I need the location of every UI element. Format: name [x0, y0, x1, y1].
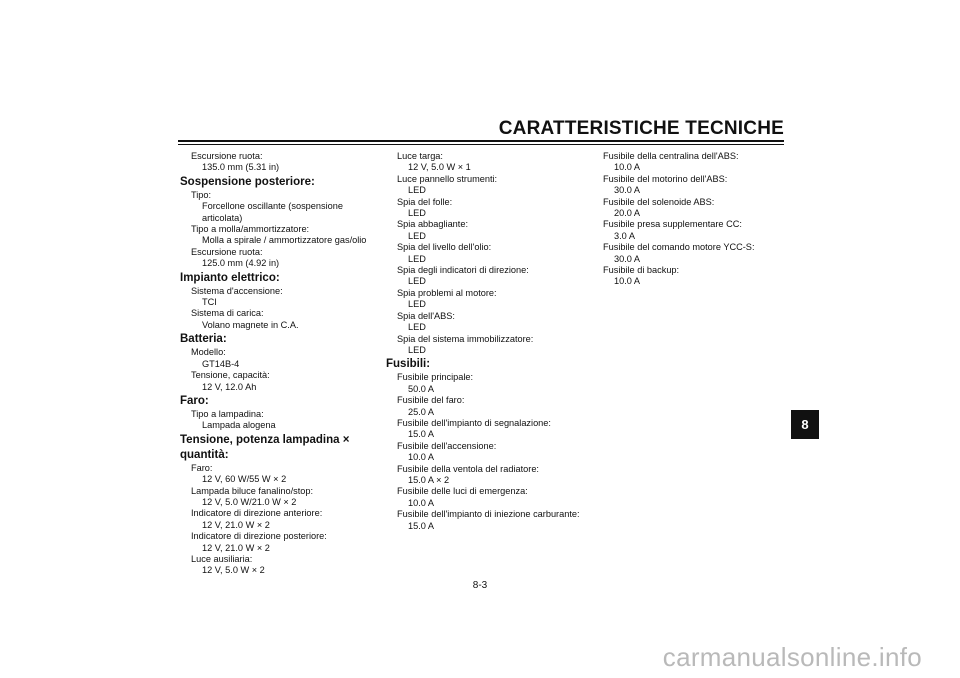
- spec-label: Lampada biluce fanalino/stop:: [191, 485, 314, 496]
- spec-value: Forcellone oscillante (sospensione: [202, 201, 343, 212]
- spec-value: LED: [408, 208, 426, 219]
- spec-label: Fusibile delle luci di emergenza:: [397, 486, 528, 497]
- spec-value: 12 V, 12.0 Ah: [202, 381, 257, 392]
- spec-label: Spia problemi al motore:: [397, 287, 497, 298]
- section-heading: Batteria:: [180, 333, 227, 346]
- spec-label: Fusibile dell'impianto di segnalazione:: [397, 417, 551, 428]
- spec-label: Luce ausiliaria:: [191, 553, 253, 564]
- spec-label: Fusibile dell'impianto di iniezione carburante:: [397, 509, 580, 520]
- spec-label: Indicatore di direzione posteriore:: [191, 531, 327, 542]
- spec-value: 15.0 A: [408, 520, 435, 531]
- spec-label: Fusibile del faro:: [397, 395, 465, 406]
- spec-label: Fusibile del comando motore YCC-S:: [603, 242, 755, 253]
- header-rule: [178, 140, 784, 142]
- spec-value: GT14B-4: [202, 358, 240, 369]
- spec-value: LED: [408, 253, 426, 264]
- spec-label: Spia abbagliante:: [397, 219, 469, 230]
- spec-value: 20.0 A: [614, 208, 641, 219]
- spec-value: 30.0 A: [614, 185, 641, 196]
- page-title: CARATTERISTICHE TECNICHE: [498, 118, 784, 139]
- spec-label: Spia del livello dell'olio:: [397, 242, 492, 253]
- spec-label: Spia del sistema immobilizzatore:: [397, 333, 534, 344]
- spec-value: 12 V, 5.0 W/21.0 W × 2: [202, 496, 297, 507]
- spec-value: 50.0 A: [408, 383, 435, 394]
- spec-value: 25.0 A: [408, 406, 435, 417]
- spec-value: 15.0 A × 2: [408, 474, 450, 485]
- spec-label: Fusibile principale:: [397, 372, 474, 383]
- spec-value: 10.0 A: [614, 276, 641, 287]
- spec-value: 12 V, 60 W/55 W × 2: [202, 474, 287, 485]
- section-heading: Fusibili:: [386, 358, 431, 371]
- spec-label: Fusibile dell'accensione:: [397, 440, 497, 451]
- spec-label: Modello:: [191, 347, 226, 358]
- spec-label: Spia dell'ABS:: [397, 310, 455, 321]
- spec-label: Fusibile della ventola del radiatore:: [397, 463, 539, 474]
- spec-label: Tensione, capacità:: [191, 370, 270, 381]
- spec-value: 10.0 A: [408, 452, 435, 463]
- spec-label: Escursione ruota:: [191, 246, 263, 257]
- spec-value: LED: [408, 230, 426, 241]
- spec-value: Molla a spirale / ammortizzatore gas/olio: [202, 235, 367, 246]
- spec-value: 125.0 mm (4.92 in): [202, 258, 280, 269]
- spec-value: 135.0 mm (5.31 in): [202, 162, 280, 173]
- spec-value: LED: [408, 276, 426, 287]
- section-heading: Impianto elettrico:: [180, 271, 280, 284]
- spec-label: Indicatore di direzione anteriore:: [191, 508, 323, 519]
- section-heading: Tensione, potenza lampadina × quantità:: [180, 433, 350, 461]
- spec-value: Lampada alogena: [202, 420, 276, 431]
- spec-label: Faro:: [191, 462, 213, 473]
- spec-label: Spia degli indicatori di direzione:: [397, 265, 529, 276]
- spec-value: 30.0 A: [614, 253, 641, 264]
- spec-value: 10.0 A: [408, 497, 435, 508]
- watermark: carmanualsonline.info: [662, 642, 922, 672]
- spec-column-3: [592, 151, 797, 288]
- spec-value: 3.0 A: [614, 230, 635, 241]
- spec-value: TCI: [202, 297, 217, 308]
- spec-value: 12 V, 5.0 W × 2: [202, 565, 265, 576]
- spec-value: 15.0 A: [408, 429, 435, 440]
- chapter-tab: 8: [791, 410, 819, 439]
- spec-value: 10.0 A: [614, 162, 641, 173]
- spec-label: Spia del folle:: [397, 196, 453, 207]
- spec-label: Fusibile del motorino dell'ABS:: [603, 173, 728, 184]
- spec-value: LED: [408, 299, 426, 310]
- section-heading: Sospensione posteriore:: [180, 175, 315, 188]
- spec-label: Sistema d'accensione:: [191, 285, 283, 296]
- section-heading: Faro:: [180, 394, 209, 407]
- spec-label: Fusibile presa supplementare CC:: [603, 219, 742, 230]
- spec-label: Tipo:: [191, 189, 212, 200]
- spec-label: Fusibile di backup:: [603, 265, 680, 276]
- spec-value: LED: [408, 322, 426, 333]
- spec-label: Luce pannello strumenti:: [397, 173, 498, 184]
- spec-value: articolata): [202, 212, 243, 223]
- spec-value: 12 V, 21.0 W × 2: [202, 542, 270, 553]
- spec-value: 12 V, 5.0 W × 1: [408, 162, 471, 173]
- spec-label: Fusibile del solenoide ABS:: [603, 196, 715, 207]
- spec-label: Luce targa:: [397, 151, 443, 161]
- header-rule-thin: [178, 144, 784, 145]
- spec-label: Fusibile della centralina dell'ABS:: [603, 151, 739, 161]
- spec-column-1: [180, 151, 385, 577]
- spec-value: LED: [408, 344, 426, 355]
- spec-label: Tipo a lampadina:: [191, 408, 264, 419]
- page-number: 8-3: [472, 580, 488, 591]
- spec-column-2: [386, 151, 591, 532]
- spec-label: Sistema di carica:: [191, 308, 264, 319]
- spec-value: 12 V, 21.0 W × 2: [202, 519, 270, 530]
- spec-value: LED: [408, 185, 426, 196]
- spec-label: Tipo a molla/ammortizzatore:: [191, 224, 310, 235]
- spec-value: Volano magnete in C.A.: [202, 319, 299, 330]
- spec-label: Escursione ruota:: [191, 151, 263, 161]
